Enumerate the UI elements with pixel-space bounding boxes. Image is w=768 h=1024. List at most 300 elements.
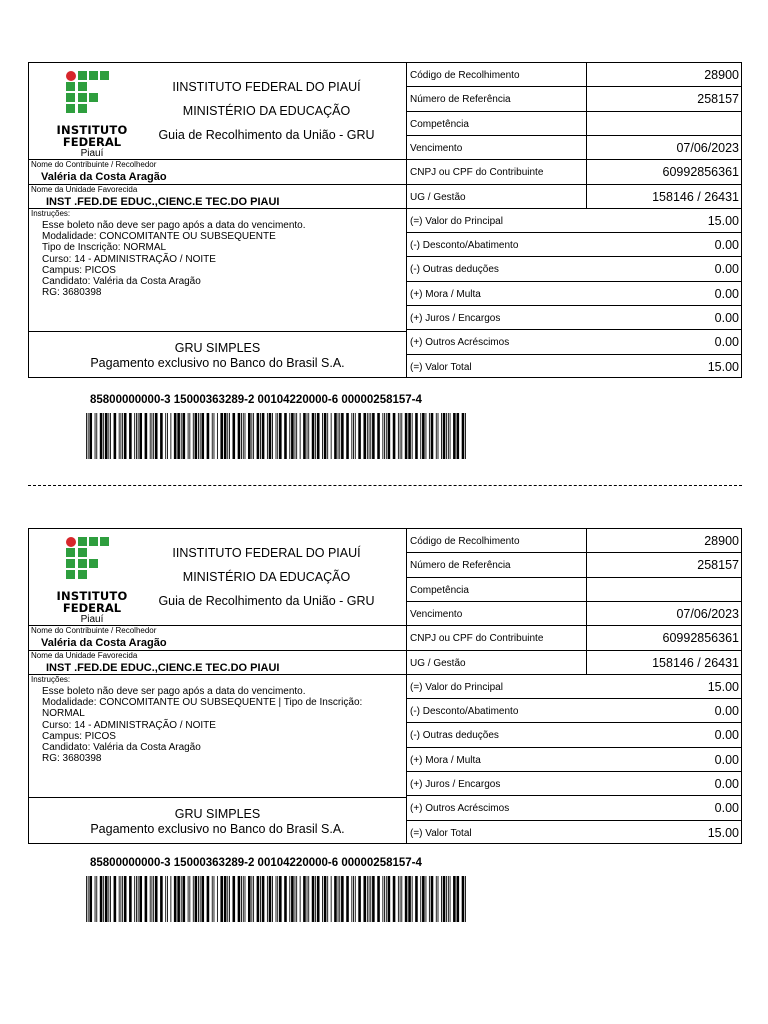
summary-row-label: Número de Referência — [410, 94, 511, 105]
barcode-bar — [453, 413, 456, 459]
summary-row-value: 0.00 — [714, 777, 739, 791]
barcode-number: 85800000000-3 15000363289-2 00104220000-6 00000258157-4 — [90, 857, 422, 869]
barcode-bar — [253, 413, 254, 459]
barcode-bar — [224, 876, 227, 922]
barcode-bar — [429, 876, 430, 922]
gru-simple-box — [29, 797, 406, 844]
barcode-bar — [86, 876, 87, 922]
barcode-bar — [438, 413, 439, 459]
barcode-bar — [443, 413, 446, 459]
summary-row — [407, 553, 741, 578]
summary-row-label: (+) Juros / Encargos — [410, 313, 501, 324]
header-ministry: MINISTÉRIO DA EDUCAÇÃO — [182, 570, 351, 584]
barcode-bar — [393, 876, 396, 922]
summary-row-value: 0.00 — [714, 801, 739, 815]
header-institution: IINSTITUTO FEDERAL DO PIAUÍ — [172, 546, 361, 560]
summary-row — [407, 257, 741, 282]
barcode-bar — [405, 413, 408, 459]
gru-bank-note: Pagamento exclusivo no Banco do Brasil S.A. — [90, 822, 345, 836]
barcode-bar — [174, 876, 177, 922]
barcode-bar — [398, 876, 399, 922]
summary-row-value: 07/06/2023 — [676, 141, 739, 155]
contributor-name: Valéria da Costa Aragão — [41, 171, 167, 183]
barcode-bar — [322, 413, 323, 459]
summary-row-value: 158146 / 26431 — [652, 190, 739, 204]
barcode-bar — [296, 876, 297, 922]
summary-row-label: (+) Outros Acréscimos — [410, 337, 510, 348]
barcode-bar — [134, 413, 135, 459]
summary-row — [407, 529, 741, 553]
instructions-text — [42, 220, 306, 298]
barcode-bar — [108, 876, 109, 922]
summary-row-label: (+) Mora / Multa — [410, 289, 481, 300]
slip-header — [29, 529, 406, 625]
barcode-bar — [351, 876, 352, 922]
column-divider — [586, 160, 587, 184]
barcode-bar — [138, 876, 139, 922]
barcode-bar — [279, 876, 282, 922]
barcode-bar — [436, 413, 437, 459]
column-divider — [586, 63, 587, 86]
instructions-box — [29, 674, 406, 796]
barcode-bar — [267, 413, 268, 459]
logo-word-piaui: Piauí — [80, 614, 104, 625]
barcode-bar — [129, 876, 132, 922]
logo-word-piaui: Piauí — [80, 148, 104, 159]
summary-row — [407, 602, 741, 626]
summary-row-value: 15.00 — [707, 826, 739, 840]
barcode-bar — [448, 876, 449, 922]
barcode-bar — [384, 876, 385, 922]
barcode-bar — [232, 876, 235, 922]
summary-row — [407, 821, 741, 845]
gru-simple-box — [29, 331, 406, 378]
barcode-bar — [446, 876, 447, 922]
barcode-bar — [103, 876, 104, 922]
barcode-bar — [260, 413, 261, 459]
summary-row-label: Vencimento — [410, 609, 463, 620]
barcode — [86, 876, 466, 922]
instruction-line: Esse boleto não deve ser pago após a data do vencimento. — [42, 686, 306, 697]
summary-row — [407, 209, 741, 233]
summary-row-value: 60992856361 — [662, 165, 739, 179]
summary-row-label: Código de Recolhimento — [410, 536, 520, 547]
barcode-bar — [188, 413, 189, 459]
barcode-bar — [307, 413, 308, 459]
barcode-bar — [420, 876, 421, 922]
summary-row — [407, 772, 741, 796]
barcode-bar — [238, 876, 241, 922]
barcode-bar — [138, 413, 139, 459]
barcode-bar — [277, 876, 278, 922]
summary-row-label: (-) Desconto/Abatimento — [410, 706, 519, 717]
unit-label: Nome da Unidade Favorecida — [31, 185, 138, 194]
summary-row-label: (=) Valor Total — [410, 362, 472, 373]
barcode-bar — [122, 413, 123, 459]
summary-row-value: 0.00 — [714, 753, 739, 767]
summary-row — [407, 233, 741, 257]
summary-row-label: (+) Outros Acréscimos — [410, 803, 510, 814]
barcode-bar — [408, 876, 411, 922]
instruction-line: RG: 3680398 — [42, 753, 102, 765]
summary-row-label: (-) Outras deduções — [410, 730, 499, 741]
barcode-bar — [134, 876, 135, 922]
cut-line — [28, 485, 742, 486]
summary-row-value: 15.00 — [707, 360, 739, 374]
column-divider — [586, 626, 587, 650]
instruction-line: Modalidade: CONCOMITANTE OU SUBSEQUENTE — [42, 231, 276, 243]
barcode-bar — [232, 413, 235, 459]
summary-row-value: 15.00 — [707, 680, 739, 694]
barcode-bar — [276, 413, 277, 459]
contributor-label: Nome do Contribuinte / Recolhedor — [31, 160, 157, 169]
barcode-bar — [124, 876, 127, 922]
summary-row-value: 0.00 — [714, 728, 739, 742]
barcode-bar — [338, 413, 339, 459]
barcode-bar — [303, 876, 306, 922]
summary-row — [407, 282, 741, 306]
summary-row — [407, 626, 741, 651]
barcode-bar — [193, 413, 194, 459]
barcode-bar — [446, 413, 447, 459]
barcode-bar — [114, 876, 117, 922]
barcode-bar — [401, 876, 402, 922]
barcode-bar — [201, 876, 204, 922]
barcode-bar — [453, 876, 456, 922]
summary-row-label: Competência — [410, 585, 469, 596]
instructions-label: Instruções: — [31, 675, 71, 684]
instruction-line: Curso: 14 - ADMINISTRAÇÃO / NOITE — [42, 719, 216, 731]
barcode-bar — [120, 876, 121, 922]
barcode-bar — [405, 876, 408, 922]
barcode-bar — [119, 413, 120, 459]
barcode-bar — [450, 876, 451, 922]
barcode-bar — [353, 876, 354, 922]
summary-row-label: (=) Valor Total — [410, 828, 472, 839]
barcode-bar — [241, 876, 242, 922]
unit-field — [29, 650, 406, 675]
barcode-bar — [465, 876, 466, 922]
barcode-bar — [307, 876, 308, 922]
barcode-bar — [136, 413, 137, 459]
barcode-bar — [212, 413, 213, 459]
summary-row-value: 258157 — [697, 558, 739, 572]
barcode-bar — [96, 876, 97, 922]
barcode-bar — [195, 413, 198, 459]
barcode-bar — [315, 876, 316, 922]
unit-name: INST .FED.DE EDUC.,CIENC.E TEC.DO PIAUI — [46, 196, 280, 208]
instruction-line: Curso: 14 - ADMINISTRAÇÃO / NOITE — [42, 253, 216, 265]
barcode-bar — [358, 413, 361, 459]
barcode-bar — [260, 876, 261, 922]
summary-row-value: 60992856361 — [662, 631, 739, 645]
barcode-bar — [401, 413, 402, 459]
barcode-bar — [181, 876, 182, 922]
barcode-bar — [139, 413, 142, 459]
summary-row-value: 0.00 — [714, 238, 739, 252]
barcode-bar — [369, 876, 370, 922]
barcode-bar — [122, 876, 123, 922]
barcode-bar — [214, 413, 215, 459]
barcode-bar — [269, 413, 272, 459]
summary-row — [407, 185, 741, 209]
barcode-bar — [289, 413, 290, 459]
barcode-bar — [276, 876, 277, 922]
slip-left-panel — [29, 63, 407, 377]
barcode-bar — [351, 413, 352, 459]
barcode-bar — [105, 413, 108, 459]
column-divider — [586, 87, 587, 111]
barcode-bar — [291, 876, 294, 922]
barcode-bar — [303, 413, 306, 459]
instruction-line: Candidato: Valéria da Costa Aragão — [42, 276, 201, 288]
instruction-line: Campus: PICOS — [42, 264, 116, 276]
barcode-bar — [103, 413, 104, 459]
summary-row-value: 158146 / 26431 — [652, 656, 739, 670]
barcode-bar — [95, 413, 96, 459]
gru-bank-note: Pagamento exclusivo no Banco do Brasil S.A. — [90, 356, 345, 370]
barcode-bar — [262, 413, 265, 459]
barcode-bar — [372, 413, 375, 459]
summary-row-value: 28900 — [704, 68, 739, 82]
summary-row-label: (-) Desconto/Abatimento — [410, 240, 519, 251]
summary-row — [407, 748, 741, 772]
summary-row-label: (-) Outras deduções — [410, 264, 499, 275]
barcode-bar — [331, 876, 332, 922]
barcode-bar — [262, 876, 265, 922]
barcode-bar — [177, 876, 180, 922]
barcode-bar — [324, 876, 327, 922]
slip-summary-table — [407, 63, 741, 377]
barcode-bar — [167, 413, 168, 459]
barcode-bar — [155, 876, 158, 922]
barcode-bar — [198, 413, 199, 459]
unit-field — [29, 184, 406, 209]
barcode-bar — [183, 876, 186, 922]
summary-row-value: 0.00 — [714, 287, 739, 301]
barcode-bar — [422, 876, 425, 922]
barcode-bar — [227, 413, 228, 459]
summary-row-value: 258157 — [697, 92, 739, 106]
barcode-bar — [114, 413, 117, 459]
barcode-bar — [243, 413, 244, 459]
summary-row — [407, 160, 741, 185]
barcode-bar — [420, 413, 421, 459]
unit-label: Nome da Unidade Favorecida — [31, 651, 138, 660]
barcode-bar — [431, 876, 434, 922]
barcode-bar — [398, 413, 399, 459]
instructions-label: Instruções: — [31, 209, 71, 218]
summary-row — [407, 578, 741, 602]
barcode-bar — [160, 876, 163, 922]
barcode-bar — [355, 413, 356, 459]
barcode-number: 85800000000-3 15000363289-2 00104220000-6 00000258157-4 — [90, 394, 422, 406]
barcode-bar — [165, 413, 166, 459]
barcode-bar — [457, 413, 460, 459]
summary-row-label: (=) Valor do Principal — [410, 216, 503, 227]
logo-word-federal: FEDERAL — [62, 601, 122, 615]
barcode — [86, 413, 466, 459]
summary-row-label: Número de Referência — [410, 560, 511, 571]
barcode-bar — [129, 413, 132, 459]
barcode-bar — [284, 413, 287, 459]
summary-row-label: Competência — [410, 119, 469, 130]
barcode-bar — [153, 413, 154, 459]
column-divider — [586, 112, 587, 135]
contributor-field — [29, 625, 406, 650]
barcode-bar — [200, 876, 201, 922]
column-divider — [586, 578, 587, 601]
barcode-bar — [426, 413, 427, 459]
summary-row — [407, 651, 741, 675]
instruction-line: Esse boleto não deve ser pago após a data do vencimento. — [42, 220, 306, 231]
header-ministry: MINISTÉRIO DA EDUCAÇÃO — [182, 104, 351, 118]
summary-row-value: 0.00 — [714, 335, 739, 349]
barcode-bar — [327, 413, 328, 459]
barcode-bar — [151, 413, 152, 459]
barcode-bar — [174, 413, 177, 459]
barcode-bar — [426, 876, 427, 922]
barcode-bar — [120, 413, 121, 459]
barcode-bar — [353, 413, 354, 459]
barcode-bar — [400, 876, 401, 922]
barcode-bar — [291, 413, 294, 459]
instructions-box — [29, 208, 406, 330]
summary-row-label: UG / Gestão — [410, 658, 466, 669]
header-document-type: Guia de Recolhimento da União - GRU — [158, 128, 375, 142]
barcode-bar — [151, 876, 152, 922]
summary-row-label: (+) Mora / Multa — [410, 755, 481, 766]
barcode-bar — [257, 413, 260, 459]
barcode-bar — [195, 876, 198, 922]
barcode-bar — [346, 876, 349, 922]
barcode-bar — [105, 876, 108, 922]
barcode-bar — [238, 413, 241, 459]
barcode-bar — [177, 413, 180, 459]
gru-slip — [28, 528, 742, 844]
barcode-bar — [245, 413, 246, 459]
logo-word-federal: FEDERAL — [62, 135, 122, 149]
barcode-bar — [386, 876, 387, 922]
barcode-bar — [370, 413, 371, 459]
barcode-bar — [229, 413, 230, 459]
barcode-bar — [386, 413, 387, 459]
barcode-bar — [110, 876, 111, 922]
contributor-field — [29, 159, 406, 184]
barcode-bar — [245, 876, 246, 922]
barcode-bar — [312, 413, 315, 459]
barcode-bar — [465, 413, 466, 459]
summary-row-label: Vencimento — [410, 143, 463, 154]
barcode-bar — [267, 876, 268, 922]
barcode-bar — [167, 876, 168, 922]
barcode-bar — [346, 413, 349, 459]
barcode-bar — [339, 876, 340, 922]
barcode-bar — [86, 413, 87, 459]
barcode-bar — [363, 413, 366, 459]
barcode-bar — [431, 413, 434, 459]
barcode-bar — [448, 413, 449, 459]
barcode-bar — [124, 413, 127, 459]
barcode-bar — [248, 413, 251, 459]
column-divider — [586, 529, 587, 552]
barcode-bar — [341, 876, 344, 922]
barcode-bar — [369, 413, 370, 459]
barcode-bar — [227, 876, 228, 922]
barcode-bar — [269, 876, 272, 922]
column-divider — [586, 136, 587, 159]
barcode-bar — [443, 876, 446, 922]
barcode-bar — [220, 413, 223, 459]
barcode-bar — [324, 413, 327, 459]
barcode-bar — [220, 876, 223, 922]
barcode-bar — [317, 413, 320, 459]
barcode-bar — [272, 876, 273, 922]
barcode-bar — [241, 413, 242, 459]
barcode-bar — [95, 876, 96, 922]
barcode-bar — [331, 413, 332, 459]
barcode-bar — [217, 876, 218, 922]
summary-row-value: 0.00 — [714, 311, 739, 325]
institute-logo — [47, 537, 137, 625]
barcode-bar — [277, 413, 278, 459]
barcode-bar — [214, 876, 215, 922]
summary-row — [407, 723, 741, 748]
barcode-bar — [224, 413, 227, 459]
barcode-bar — [388, 413, 391, 459]
barcode-bar — [363, 876, 366, 922]
barcode-bar — [300, 876, 301, 922]
barcode-bar — [462, 413, 465, 459]
contributor-label: Nome do Contribuinte / Recolhedor — [31, 626, 157, 635]
summary-row — [407, 330, 741, 355]
barcode-bar — [457, 876, 460, 922]
barcode-bar — [436, 876, 437, 922]
summary-row-label: CNPJ ou CPF do Contribuinte — [410, 167, 544, 178]
barcode-bar — [384, 413, 385, 459]
barcode-bar — [295, 876, 296, 922]
summary-row-label: UG / Gestão — [410, 192, 466, 203]
barcode-bar — [382, 876, 383, 922]
barcode-bar — [201, 413, 204, 459]
barcode-bar — [334, 413, 337, 459]
barcode-bar — [139, 876, 142, 922]
barcode-bar — [441, 876, 442, 922]
barcode-bar — [327, 876, 328, 922]
barcode-bar — [198, 876, 199, 922]
barcode-bar — [110, 413, 111, 459]
barcode-bar — [207, 876, 210, 922]
barcode-bar — [372, 876, 375, 922]
barcode-bar — [155, 413, 158, 459]
barcode-bar — [441, 413, 442, 459]
slip-header — [29, 63, 406, 159]
header-document-type: Guia de Recolhimento da União - GRU — [158, 594, 375, 608]
summary-row — [407, 675, 741, 699]
column-divider — [586, 602, 587, 625]
barcode-bar — [251, 413, 252, 459]
column-divider — [586, 185, 587, 208]
barcode-bar — [412, 876, 413, 922]
barcode-bar — [248, 876, 251, 922]
barcode-bar — [257, 876, 260, 922]
summary-row — [407, 112, 741, 136]
barcode-bar — [412, 413, 413, 459]
barcode-bar — [322, 876, 323, 922]
barcode-bar — [88, 876, 89, 922]
barcode-bar — [296, 413, 297, 459]
instruction-line: Modalidade: CONCOMITANTE OU SUBSEQUENTE | Tipo de Inscrição: — [42, 697, 363, 709]
